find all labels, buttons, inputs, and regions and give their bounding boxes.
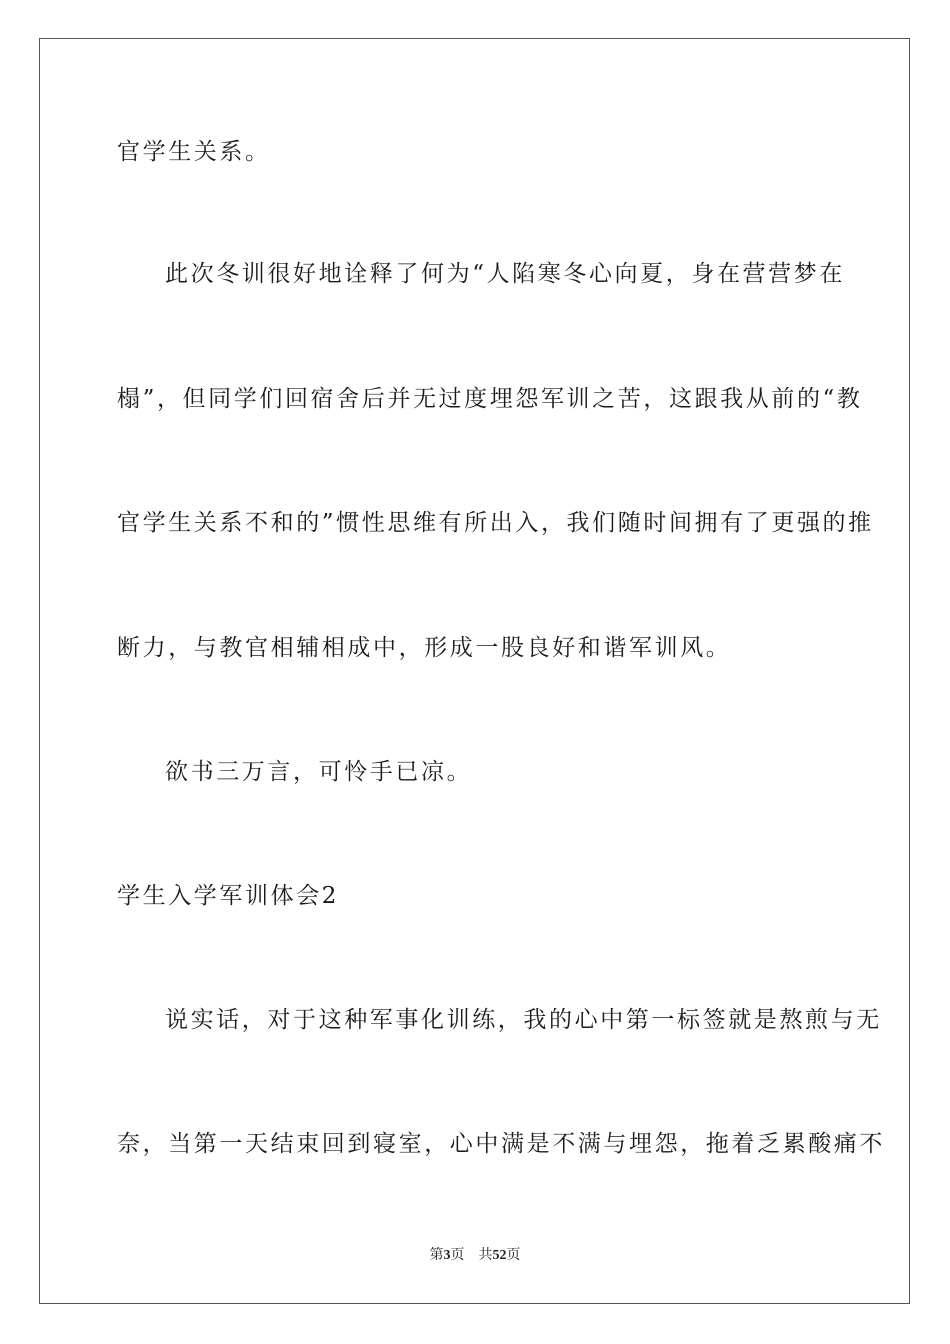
footer-page-suffix: 页 [450, 1248, 465, 1263]
footer-page-prefix: 第 [429, 1248, 444, 1263]
text-line-4: 官学生关系不和的”惯性思维有所出入，我们随时间拥有了更强的推 [117, 510, 874, 536]
text-line-3: 榻”，但同学们回宿舍后并无过度埋怨军训之苦，这跟我从前的“教 [117, 386, 863, 412]
text-line-1: 官学生关系。 [117, 139, 271, 165]
footer-total-prefix: 共 [478, 1248, 493, 1263]
text-line-5: 断力，与教官相辅相成中，形成一股良好和谐军训风。 [117, 635, 732, 661]
section-heading: 学生入学军训体会2 [117, 883, 340, 909]
footer-page-current: 3 [443, 1248, 451, 1263]
page-footer [0, 1246, 950, 1266]
text-line-9: 奈，当第一天结束回到寝室，心中满是不满与埋怨，拖着乏累酸痛不 [117, 1131, 885, 1157]
footer-page-total: 52 [492, 1248, 507, 1263]
text-line-6: 欲书三万言，可怜手已凉。 [165, 759, 473, 785]
page-border [39, 38, 910, 1304]
text-line-8: 说实话，对于这种军事化训练，我的心中第一标签就是熬煎与无 [165, 1007, 882, 1033]
footer-total-suffix: 页 [506, 1248, 521, 1263]
text-line-2: 此次冬训很好地诠释了何为“人陷寒冬心向夏，身在营营梦在 [165, 261, 845, 287]
